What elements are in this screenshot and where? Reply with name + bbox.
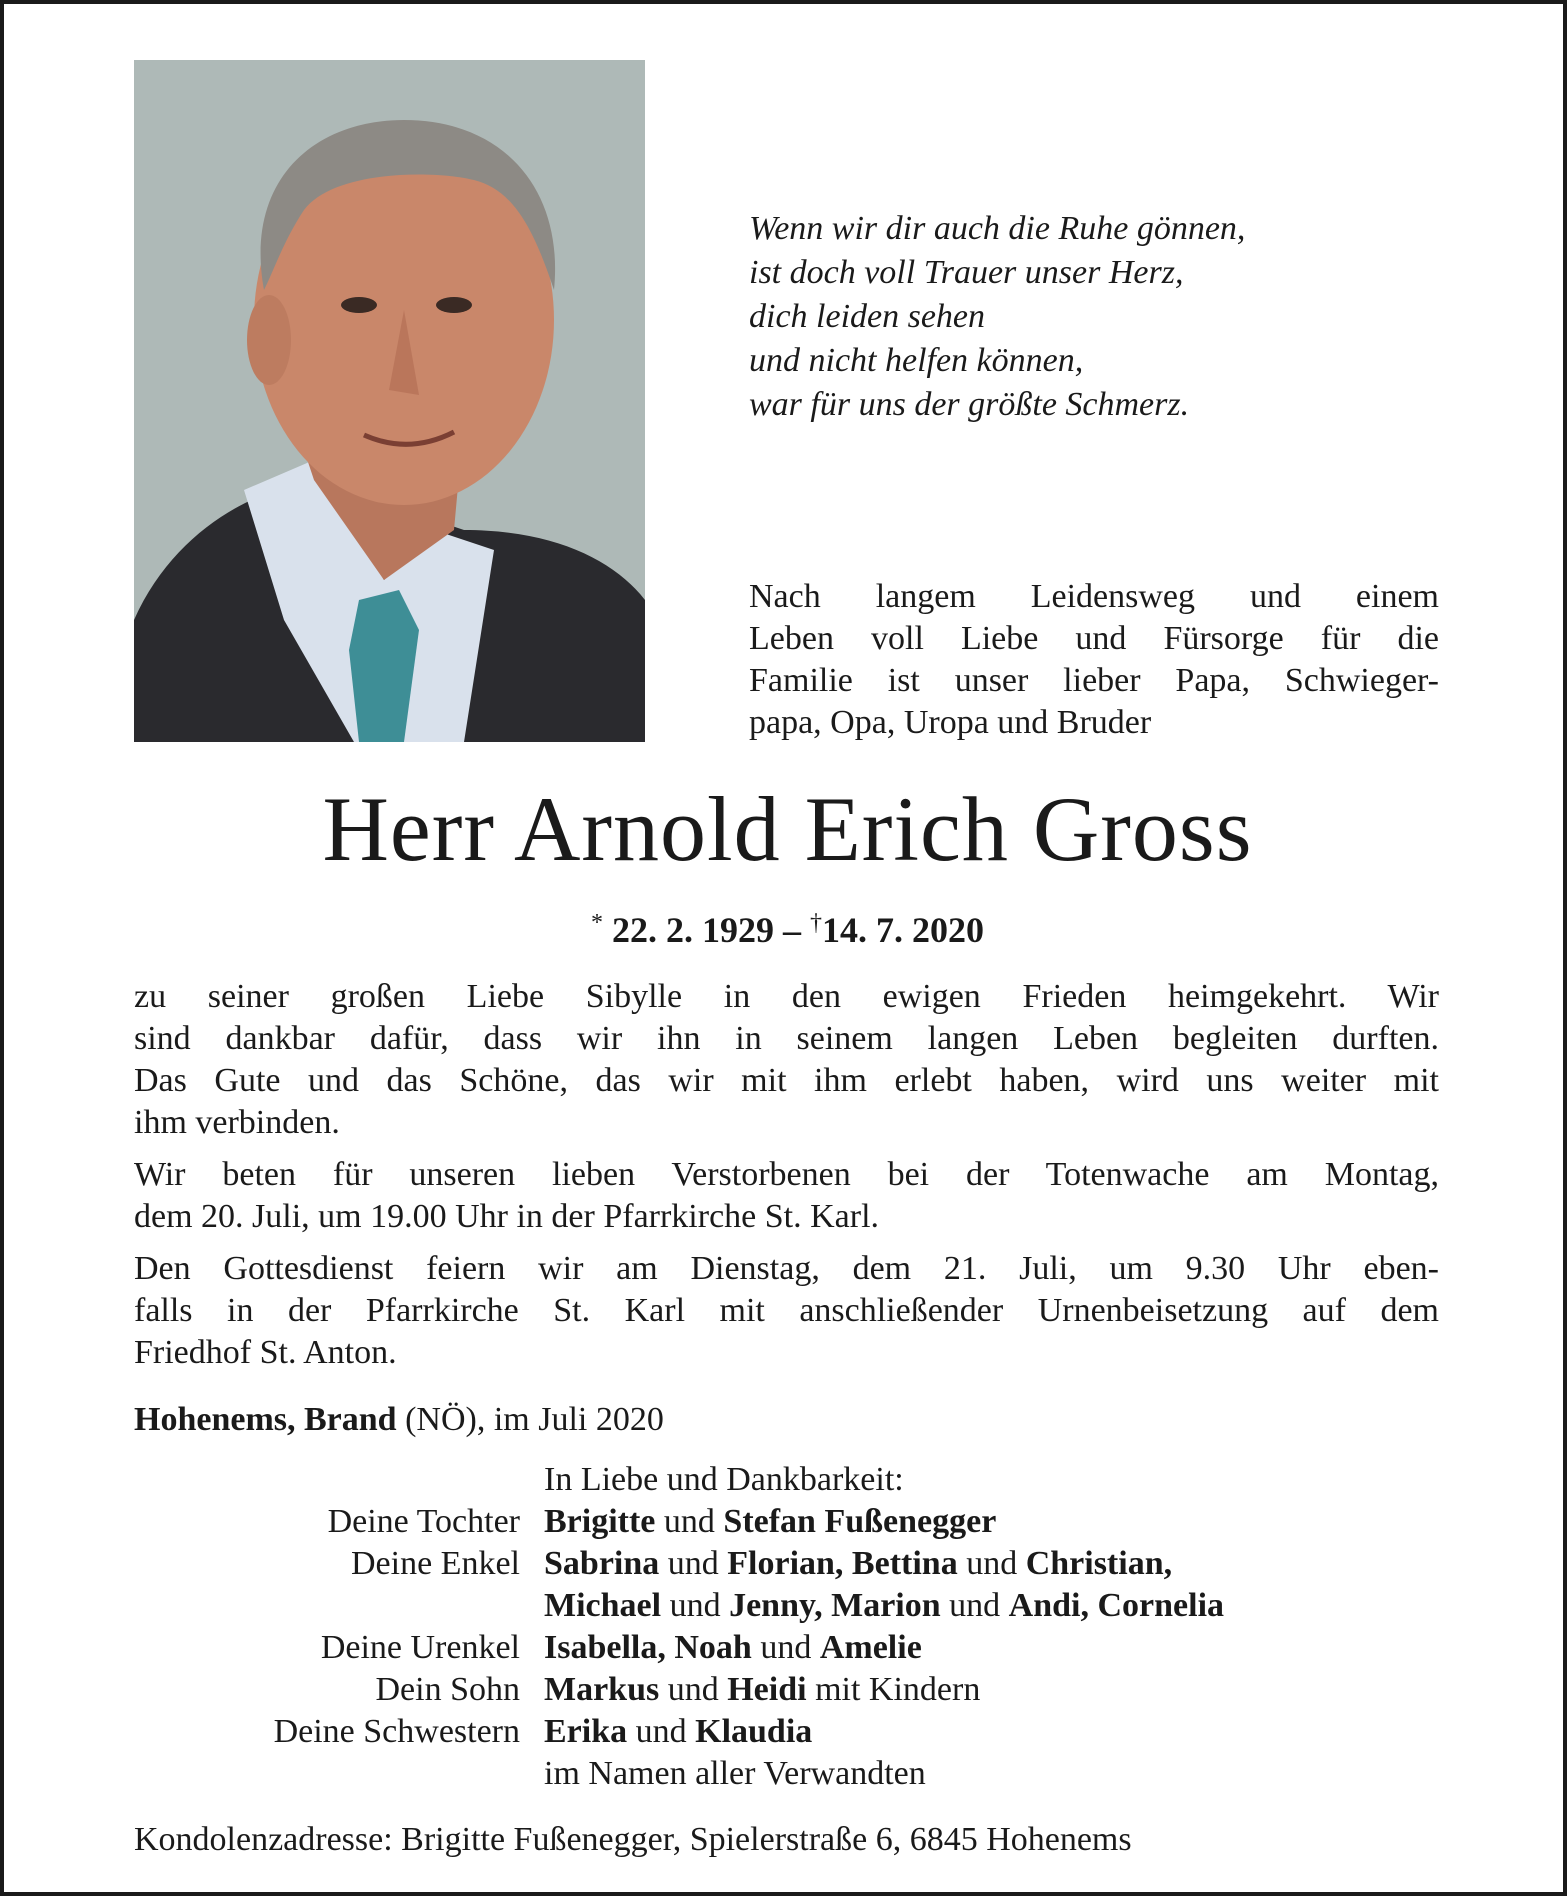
body-line: Wir beten für unseren lieben Verstorbenen bei der Totenwache am Montag,: [134, 1156, 1439, 1193]
body-paragraph: [134, 1248, 1439, 1374]
body-line: sind dankbar dafür, dass wir ihn in seinem langen Leben begleiten durften.: [134, 1020, 1439, 1057]
mourner-name: Klaudia: [695, 1713, 813, 1750]
mourner-row: [134, 1669, 1454, 1711]
relation-label: Deine Enkel: [351, 1545, 520, 1582]
date-dash: –: [783, 910, 801, 950]
mourner-name: Brigitte: [544, 1503, 656, 1540]
deceased-name: Herr Arnold Erich Gross: [322, 778, 1253, 880]
mourner-name: Markus: [544, 1671, 660, 1708]
mourner-name: Florian, Bettina: [727, 1545, 958, 1582]
conjunction: und: [655, 1503, 724, 1540]
place-and-date: [134, 1399, 1439, 1441]
obituary-body: [134, 976, 1439, 1384]
intro-text: [749, 576, 1439, 744]
portrait-photo: [134, 60, 645, 742]
relation-label: Deine Schwestern: [273, 1713, 520, 1750]
mourner-name: Erika: [544, 1713, 628, 1750]
poem-line: dich leiden sehen: [749, 298, 986, 335]
body-line: Den Gottesdienst feiern wir am Dienstag, dem 21. Juli, um 9.30 Uhr eben-: [134, 1250, 1439, 1287]
conjunction: und: [659, 1671, 728, 1708]
mourner-row: [134, 1501, 1454, 1543]
intro-line: Nach langem Leidensweg und einem: [749, 578, 1439, 615]
body-line: Das Gute und das Schöne, das wir mit ihm erlebt haben, wird uns weiter mit: [134, 1062, 1439, 1099]
intro-line: Leben voll Liebe und Fürsorge für die: [749, 620, 1439, 657]
poem-line: Wenn wir dir auch die Ruhe gönnen,: [749, 210, 1246, 247]
body-paragraph: [134, 1154, 1439, 1238]
conjunction: und: [940, 1587, 1009, 1624]
mourner-row: [134, 1585, 1454, 1627]
body-line: falls in der Pfarrkirche St. Karl mit anschließender Urnenbeisetzung auf dem: [134, 1292, 1439, 1329]
intro-line: Familie ist unser lieber Papa, Schwieger-: [749, 662, 1439, 699]
poem-line: ist doch voll Trauer unser Herz,: [749, 254, 1184, 291]
mourners-closing: im Namen aller Verwandten: [544, 1755, 926, 1792]
intro-line: papa, Opa, Uropa und Bruder: [749, 704, 1152, 741]
poem: [749, 207, 1529, 427]
mourner-row: [134, 1711, 1454, 1753]
mourner-name: Christian,: [1025, 1545, 1173, 1582]
conjunction: und: [627, 1713, 696, 1750]
condolence-address: Kondolenzadresse: Brigitte Fußenegger, Spielerstraße 6, 6845 Hohenems: [134, 1821, 1132, 1858]
life-dates: [4, 901, 1567, 952]
birth-symbol: *: [591, 910, 603, 936]
relation-label: Deine Urenkel: [320, 1629, 520, 1666]
mourner-name: Stefan Fußenegger: [723, 1503, 997, 1540]
conjunction: und: [957, 1545, 1026, 1582]
poem-line: war für uns der größte Schmerz.: [749, 386, 1190, 423]
poem-line: und nicht helfen können,: [749, 342, 1084, 379]
birth-date: 22. 2. 1929: [612, 910, 774, 950]
conjunction: und: [661, 1587, 730, 1624]
conjunction: und: [751, 1629, 820, 1666]
place-rest: (NÖ), im Juli 2020: [396, 1401, 664, 1438]
mourners-heading-row: [134, 1459, 1454, 1501]
mourner-name: Sabrina: [544, 1545, 660, 1582]
mourners-closing-row: [134, 1753, 1454, 1795]
body-paragraph: [134, 976, 1439, 1144]
relation-label: Dein Sohn: [375, 1671, 520, 1708]
relation-label: Deine Tochter: [327, 1503, 520, 1540]
portrait-image: [134, 60, 645, 742]
mourner-name: Michael: [544, 1587, 662, 1624]
mourner-row: [134, 1543, 1454, 1585]
mourner-name: Amelie: [819, 1629, 922, 1666]
mourner-name: Jenny, Marion: [729, 1587, 941, 1624]
mourner-note: mit Kindern: [806, 1671, 981, 1708]
mourners-heading: In Liebe und Dankbarkeit:: [544, 1461, 904, 1498]
death-symbol: †: [810, 910, 822, 936]
death-date: 14. 7. 2020: [822, 910, 984, 950]
conjunction: und: [659, 1545, 728, 1582]
body-line: dem 20. Juli, um 19.00 Uhr in der Pfarrkirche St. Karl.: [134, 1198, 880, 1235]
body-line: ihm verbinden.: [134, 1104, 340, 1141]
body-line: zu seiner großen Liebe Sibylle in den ewigen Frieden heimgekehrt. Wir: [134, 978, 1439, 1015]
mourner-row: [134, 1627, 1454, 1669]
place-names: Hohenems, Brand: [134, 1401, 397, 1438]
body-line: Friedhof St. Anton.: [134, 1334, 397, 1371]
mourner-name: Heidi: [727, 1671, 807, 1708]
mourner-name: Isabella, Noah: [544, 1629, 752, 1666]
mourner-name: Andi, Cornelia: [1008, 1587, 1225, 1624]
mourners-list: [134, 1459, 1454, 1795]
